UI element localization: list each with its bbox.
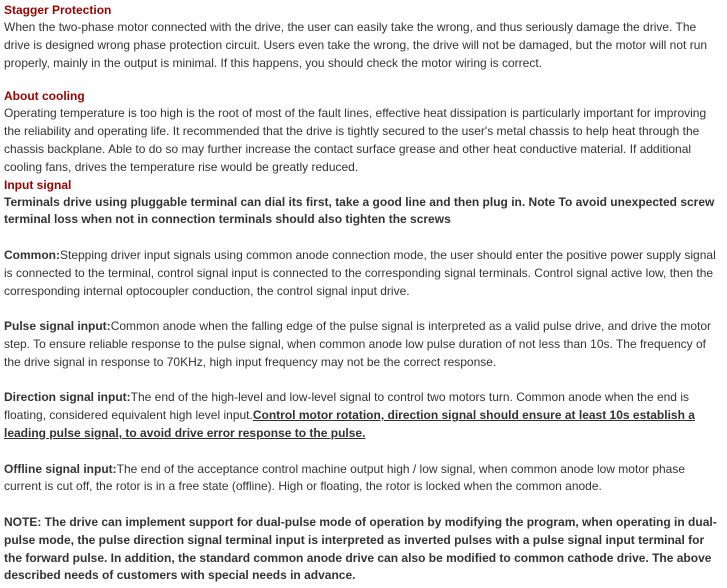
input-signal-heading: Input signal — [4, 177, 72, 192]
input-signal-intro: Terminals drive using pluggable terminal can dial its first, take a good line and then plug in. Note To avoid unexpected screw terminal loss when not in connection terminals should also tighten the screws — [4, 194, 715, 227]
stagger-protection-heading: Stagger Protection — [4, 3, 112, 17]
common-label: Common: — [4, 247, 60, 262]
stagger-protection-text: When the two-phase motor connected with the drive, the user can easily take the wrong, and thus seriously damage the drive. The drive is designed wrong phase protection circuit. Users even take the wrong, the drive will not be damaged, but the motor will not run properly, mainly in the output is minimal. If this happens, you should check the motor wiring is correct. — [4, 20, 708, 70]
spacer — [4, 72, 723, 88]
pulse-label: Pulse signal input: — [4, 319, 111, 334]
about-cooling-heading: About cooling — [4, 89, 85, 104]
offline-paragraph — [4, 461, 723, 497]
offline-text: The end of the acceptance control machine output high / low signal, when common anode low motor phase current is cut off, the rotor is in a free state (offline). High or floating, the rotor is locked when the common anode. — [4, 461, 686, 494]
pulse-text: Common anode when the falling edge of the pulse signal is interpreted as a valid pulse drive, and drive the motor step. To ensure reliable response to the pulse signal, when common anode low pulse duration of not less than 10s. The frequency of the drive signal in response to 70KHz, high input frequency may not be the correct response. — [4, 319, 712, 369]
direction-paragraph — [4, 389, 723, 442]
pulse-paragraph — [4, 318, 723, 371]
note-paragraph: NOTE: The drive can implement support for dual-pulse mode of operation by modifying the program, when operating in dual-pulse mode, the pulse direction signal terminal input is interpreted as inverted pulses with a pulse signal input terminal for the forward pulse. In addition, the standard common anode drive can also be modified to common cathode drive. The above described needs of customers with special needs in advance. — [4, 514, 717, 583]
direction-label: Direction signal input: — [4, 390, 131, 405]
common-text: Stepping driver input signals using common anode connection mode, the user should enter the positive power supply signal is connected to the terminal, control signal input is connected to the corresponding signal terminals. Control signal active low, then the corresponding internal optocoupler conduction, the control signal input drive. — [4, 247, 716, 298]
about-cooling-text: Operating temperature is too high is the root of most of the fault lines, effective heat dissipation is particularly important for improving the reliability and operating life. It recommended that the drive is tightly secured to the user's metal chassis to help heat through the chassis backplane. Able to do so may further increase the contact surface grease and other heat conductive material. If additional cooling fans, drives the temperature rise would be greatly reduced. — [4, 106, 707, 174]
direction-note: Control motor rotation, direction signal should ensure at least 10s establish a leading pulse signal, to avoid drive error response to the pulse. — [4, 408, 695, 440]
direction-text: The end of the high-level and low-level signal to control two motors turn. Common anode when the end is floating, considered equivalent high level input. — [4, 390, 689, 423]
offline-label: Offline signal input: — [4, 461, 117, 476]
common-paragraph — [4, 247, 723, 300]
